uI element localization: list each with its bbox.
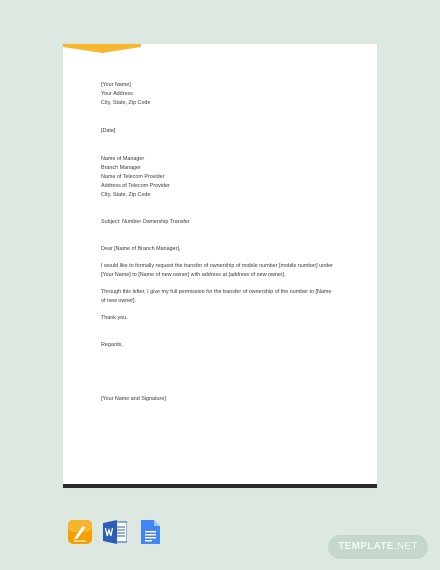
recipient-company: Name of Telecom Provider — [101, 174, 165, 180]
sender-name: [Your Name] — [101, 82, 131, 88]
paragraph-permission: Through this letter, I give my full permission for the transfer of ownership of the number to [Name of new owner]. — [101, 289, 332, 304]
brand-suffix: .NET — [393, 541, 418, 552]
letter-page — [63, 44, 377, 488]
recipient-title: Branch Manager — [101, 165, 141, 171]
brand-name: TEMPLATE — [338, 541, 394, 552]
letter-body — [101, 81, 343, 404]
signature-line: [Your Name and Signature] — [101, 396, 166, 402]
paragraph-request: I would like to formally request the transfer of ownership of mobile number [mobile number] under [Your Name] to [Name of new owner] with address at [address of new owner]. — [101, 263, 333, 278]
word-icon[interactable] — [103, 519, 127, 545]
sender-address: Your Address — [101, 91, 133, 97]
salutation: Dear [Name of Branch Manager], — [101, 246, 181, 252]
letter-date: [Date] — [101, 128, 116, 134]
closing-line: Regards, — [101, 342, 123, 348]
recipient-city: City, State, Zip Code — [101, 192, 151, 198]
subject-line: Subject: Number Ownership Transfer — [101, 219, 190, 225]
recipient-name: Name of Manager — [101, 156, 145, 162]
google-docs-icon[interactable] — [138, 519, 162, 545]
recipient-address: Address of Telecom Provider — [101, 183, 170, 189]
thanks-line: Thank you. — [101, 315, 128, 321]
pages-icon[interactable] — [68, 519, 92, 545]
sender-city: City, State, Zip Code — [101, 100, 151, 106]
template-net-logo[interactable] — [328, 535, 428, 559]
ribbon-decoration — [63, 44, 141, 53]
page-bottom-bar — [63, 484, 377, 488]
